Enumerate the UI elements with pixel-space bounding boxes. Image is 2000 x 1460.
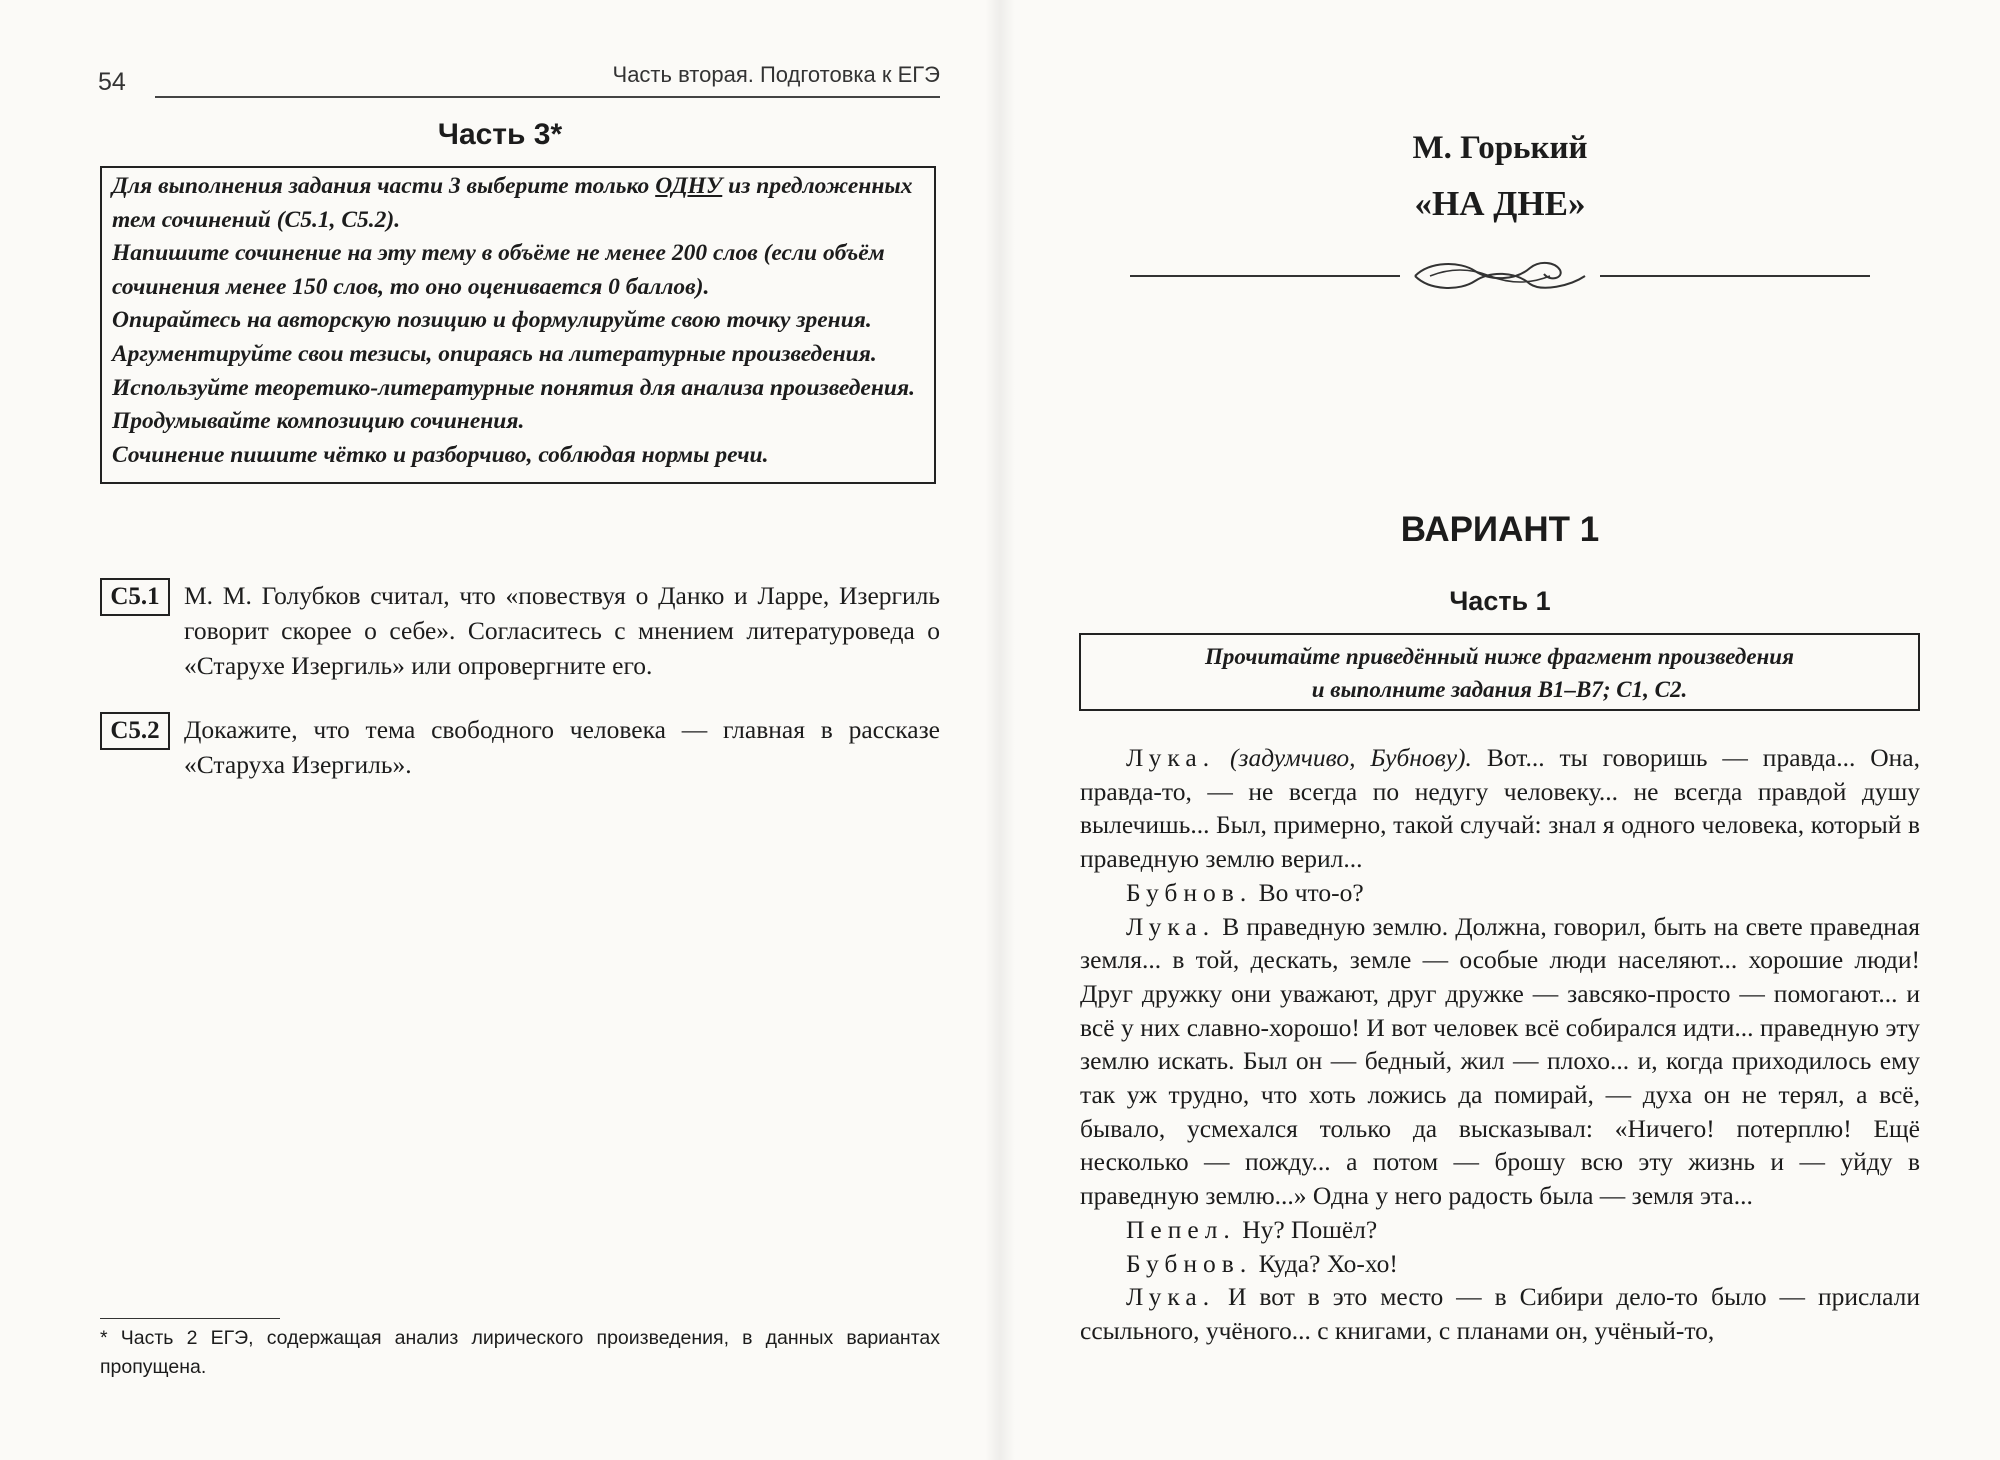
stage-direction: (задумчиво, Бубнову).	[1230, 743, 1472, 772]
replica: Во что-о?	[1252, 877, 1364, 907]
instruction-line: и выполните задания В1–В7; С1, С2.	[1311, 677, 1688, 702]
speaker: Лука.	[1126, 1282, 1216, 1312]
reading-instruction-box	[1079, 633, 1920, 711]
task-text: Докажите, что тема свободного человека — главная в рассказе «Старуха Изергиль».	[184, 715, 940, 779]
instruction-line: Сочинение пишите чётко и разборчиво, соблюдая нормы речи.	[112, 441, 769, 468]
dialogue-line	[1080, 741, 1920, 876]
dialogue-line	[1080, 1213, 1920, 1247]
instruction-box	[100, 166, 936, 484]
instruction-line: Для выполнения задания части 3 выберите только ОДНУ из предложенных тем сочинений (С5.1, С5.2).	[112, 173, 913, 233]
work-title: «НА ДНЕ»	[1414, 184, 1586, 223]
instruction-line: Опирайтесь на авторскую позицию и формулируйте свою точку зрения.	[112, 307, 872, 334]
task-c5-1	[100, 578, 940, 683]
ornament-divider	[1130, 256, 1870, 296]
dialogue-line	[1080, 910, 1920, 1213]
dialogue-line	[1080, 876, 1920, 910]
task-text: М. М. Голубков считал, что «повествуя о Данко и Ларре, Изергиль говорит скорее о себе». Согласитесь с мнением литературоведа о «Старухе Изергиль» или опровергните его.	[184, 581, 940, 680]
replica: Ну? Пошёл?	[1235, 1214, 1378, 1244]
author-name: М. Горький	[1412, 130, 1588, 166]
speaker: Лука.	[1126, 743, 1216, 772]
task-code: С5.1	[100, 578, 170, 616]
right-page	[1000, 0, 2000, 1460]
task-code: С5.2	[100, 712, 170, 750]
speaker: Пепел.	[1126, 1214, 1236, 1244]
replica: И вот в это место — в Сибири дело-то было — прислали ссыльного, учёного... с книгами, с планами он, учёный-то,	[1080, 1282, 1920, 1345]
header-rule	[155, 96, 940, 98]
dialogue-line	[1080, 1280, 1920, 1347]
instruction-line: Используйте теоретико-литературные понятия для анализа произведения.	[112, 374, 915, 401]
footnote-rule	[100, 1318, 280, 1319]
instruction-line: Прочитайте приведённый ниже фрагмент произведения	[1205, 644, 1794, 669]
instruction-line: Продумывайте композицию сочинения.	[112, 408, 525, 435]
instruction-line: Напишите сочинение на эту тему в объёме не менее 200 слов (если объём сочинения менее 150 слов, то оно оценивается 0 баллов).	[112, 240, 885, 300]
task-c5-2	[100, 712, 940, 782]
running-head: Часть вторая. Подготовка к ЕГЭ	[612, 62, 940, 87]
instruction-line: Аргументируйте свои тезисы, опираясь на литературные произведения.	[112, 340, 877, 367]
dialogue-line	[1080, 1247, 1920, 1281]
part-title: Часть 1	[1449, 586, 1551, 616]
play-excerpt	[1080, 741, 1920, 1348]
speaker: Бубнов.	[1126, 1248, 1253, 1278]
speaker: Лука.	[1126, 911, 1216, 941]
variant-title: ВАРИАНТ 1	[1400, 510, 1600, 549]
replica: Вот... ты говоришь — правда... Она, правда-то, — не всегда по недугу человеку... не всегда правдой душу вылечишь... Был, примерно, такой случай: знал я одного человека, который в праведную землю верил...	[1080, 743, 1920, 874]
page-number: 54	[98, 68, 126, 96]
speaker: Бубнов.	[1126, 877, 1253, 907]
replica: Куда? Хо-хо!	[1252, 1248, 1398, 1278]
footnote: * Часть 2 ЕГЭ, содержащая анализ лирического произведения, в данных вариантах пропущена.	[100, 1327, 940, 1378]
emphasis-underline: ОДНУ	[655, 173, 723, 199]
replica: В праведную землю. Должна, говорил, быть на свете праведная земля... в той, дескать, земле — особые люди населяют... хорошие люди! Друг дружку они уважают, друг дружке — завсяко-просто — помогают... и всё у них славно-хорошо! И вот человек всё собирался идти... праведную эту землю искать. Был он — бедный, жил — плохо... и, когда приходилось ему так уж трудно, что хоть ложись да помирай, — духа он не терял, а всё, бывало, усмехался только да высказывал: «Ничего! потерплю! Ещё несколько — пожду... а потом — брошу всю эту жизнь и — уйду в праведную землю...» Одна у него радость была — земля эта...	[1080, 911, 1920, 1211]
section-title: Часть 3*	[437, 118, 563, 151]
